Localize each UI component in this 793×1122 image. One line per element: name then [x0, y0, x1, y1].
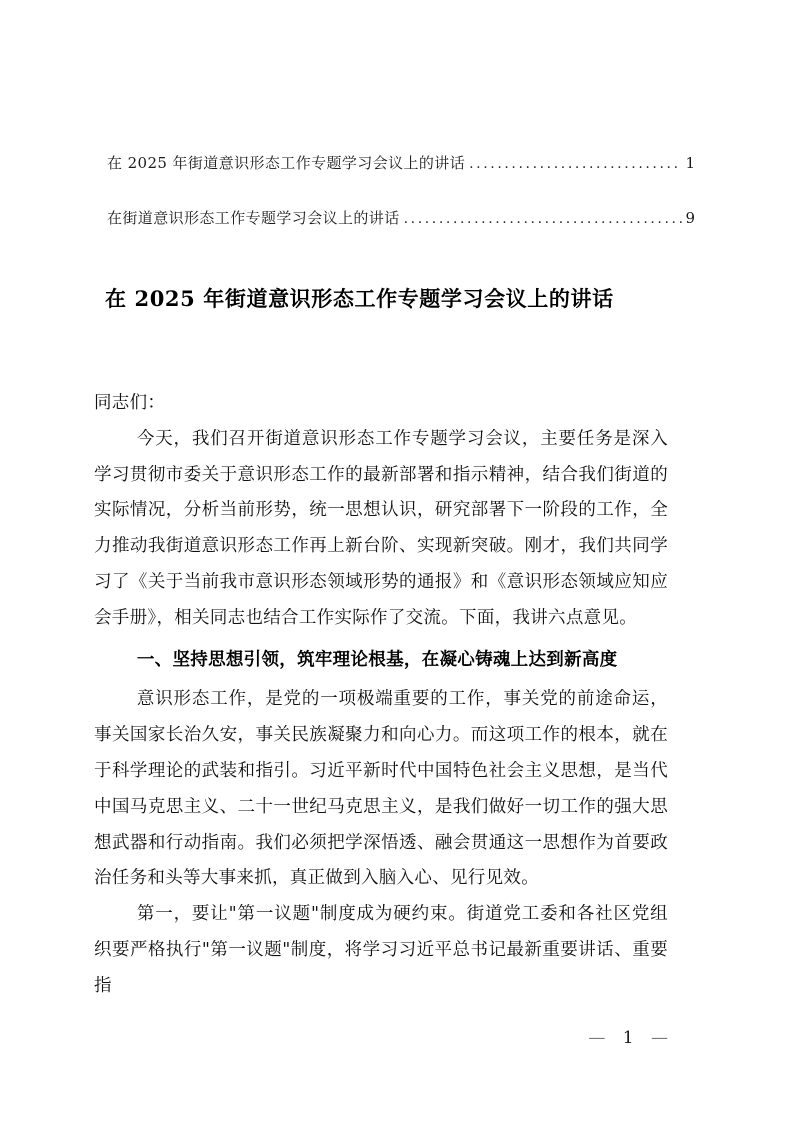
- toc-dot-leader: [469, 151, 682, 177]
- toc-entry-page-number[interactable]: 1: [685, 154, 695, 172]
- document-body: [94, 386, 668, 1005]
- toc-entry-page-number[interactable]: 9: [685, 209, 695, 227]
- toc-entry-label[interactable]: 在 2025 年街道意识形态工作专题学习会议上的讲话: [107, 154, 466, 172]
- paragraph-first-point: 第一，要让"第一议题"制度成为硬约束。街道党工委和各社区党组织要严格执行"第一议题"制度，将学习习近平总书记最新重要讲话、重要指: [94, 904, 668, 996]
- footer-dash-left: —: [588, 1028, 606, 1048]
- toc-entry-label[interactable]: 在街道意识形态工作专题学习会议上的讲话: [107, 209, 400, 227]
- paragraph-theory: 意识形态工作，是党的一项极端重要的工作，事关党的前途命运，事关国家长治久安，事关民族凝聚力和向心力。而这项工作的根本，就在于科学理论的武装和指引。习近平新时代中国特色社会主义思想，是当代中国马克思主义、二十一世纪马克思主义，是我们做好一切工作的强大思想武器和行动指南。我们必须把学深悟透、融会贯通这一思想作为首要政治任务和头等大事来抓，真正做到入脑入心、见行见效。: [94, 689, 668, 889]
- toc-entry-2[interactable]: [107, 205, 695, 232]
- footer-dash-right: —: [651, 1028, 668, 1048]
- toc-dot-leader: [404, 206, 683, 232]
- salutation-line: 同志们：: [94, 393, 166, 413]
- table-of-contents: [107, 150, 695, 260]
- paragraph-intro: 今天，我们召开街道意识形态工作专题学习会议，主要任务是深入学习贯彻市委关于意识形态工作的最新部署和指示精神，结合我们街道的实际情况，分析当前形势，统一思想认识，研究部署下一阶段的工作，全力推动我街道意识形态工作再上新台阶、实现新突破。刚才，我们共同学习了《关于当前我市意识形态领域形势的通报》和《意识形态领域应知应会手册》，相关同志也结合工作实际作了交流。下面，我讲六点意见。: [94, 428, 668, 628]
- document-title: 在 2025 年街道意识形态工作专题学习会议上的讲话: [105, 286, 614, 311]
- toc-entry-1[interactable]: [107, 150, 695, 177]
- page-footer: [0, 1026, 668, 1050]
- section-heading-1: 一、坚持思想引领，筑牢理论根基，在凝心铸魂上达到新高度: [136, 649, 618, 670]
- footer-page-number: 1: [622, 1028, 634, 1048]
